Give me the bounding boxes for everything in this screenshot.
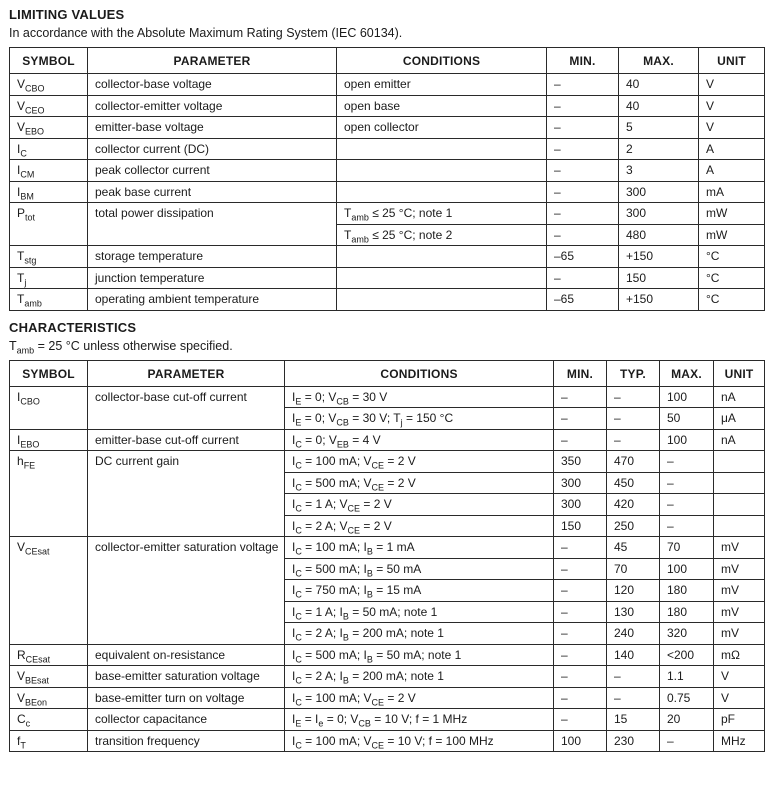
conditions-cell: $I_C = 750$ mA; $I_B = 15$ mA [285,580,554,602]
value-cell: 1.1 [660,666,714,688]
value-cell: 70 [660,537,714,559]
table-row [10,386,765,408]
column-header: PARAMETER [88,48,337,74]
conditions-cell [337,246,547,268]
parameter-cell: collector-emitter saturation voltage [88,537,285,645]
value-cell: 300 [619,181,699,203]
conditions-cell: $I_C = 0$; $V_{EB} = 4$ V [285,429,554,451]
limiting-values-heading: LIMITING VALUES [9,7,125,22]
value-cell: – [547,160,619,182]
value-cell: mV [714,537,765,559]
characteristics-subtitle: $T_{amb} = 25$ °C unless otherwise specified. [9,338,233,355]
value-cell [714,515,765,537]
value-cell: 240 [607,623,660,645]
value-cell [714,494,765,516]
value-cell: – [547,224,619,246]
value-cell: 350 [554,451,607,473]
conditions-cell [337,267,547,289]
symbol-cell: $C_c$ [10,709,88,731]
conditions-cell: open emitter [337,74,547,96]
symbol-cell: $V_{CBO}$ [10,74,88,96]
conditions-cell: $T_{amb} \le 25$ °C; note 1 [337,203,547,225]
conditions-cell: $I_C = 500$ mA; $V_{CE} = 2$ V [285,472,554,494]
parameter-cell: peak base current [88,181,337,203]
value-cell: – [554,580,607,602]
table-row [10,246,765,268]
column-header: PARAMETER [88,360,285,386]
parameter-cell: junction temperature [88,267,337,289]
conditions-cell [337,138,547,160]
value-cell: MHz [714,730,765,752]
parameter-cell: total power dissipation [88,203,337,246]
value-cell: 320 [660,623,714,645]
symbol-cell: $I_{BM}$ [10,181,88,203]
value-cell: 70 [607,558,660,580]
value-cell: 3 [619,160,699,182]
table-row [10,95,765,117]
value-cell: 100 [660,386,714,408]
characteristics-heading: CHARACTERISTICS [9,319,137,335]
symbol-cell: $R_{CEsat}$ [10,644,88,666]
value-cell: A [699,160,765,182]
value-cell [714,451,765,473]
parameter-cell: collector-base voltage [88,74,337,96]
value-cell: 120 [607,580,660,602]
value-cell: – [547,138,619,160]
value-cell: 230 [607,730,660,752]
value-cell: 140 [607,644,660,666]
parameter-cell: base-emitter saturation voltage [88,666,285,688]
conditions-cell: $I_E = 0$; $V_{CB} = 30$ V [285,386,554,408]
value-cell: V [714,687,765,709]
value-cell: 45 [607,537,660,559]
value-cell: 50 [660,408,714,430]
value-cell: – [660,451,714,473]
column-header: MIN. [554,360,607,386]
header-row [10,48,765,74]
conditions-cell: $I_C = 100$ mA; $V_{CE} = 2$ V [285,451,554,473]
value-cell: – [547,267,619,289]
value-cell: – [547,181,619,203]
value-cell: V [699,74,765,96]
value-cell: – [554,601,607,623]
value-cell: 5 [619,117,699,139]
value-cell: – [554,623,607,645]
table-row [10,289,765,311]
parameter-cell: collector-base cut-off current [88,386,285,429]
column-header: SYMBOL [10,360,88,386]
characteristics-section [9,320,768,753]
conditions-cell: $I_C = 2$ A; $I_B = 200$ mA; note 1 [285,666,554,688]
value-cell: – [554,386,607,408]
table-row [10,709,765,731]
value-cell: – [554,558,607,580]
value-cell: 300 [619,203,699,225]
value-cell: V [699,117,765,139]
symbol-cell: $I_{EBO}$ [10,429,88,451]
conditions-cell [337,160,547,182]
symbol-cell: $T_{stg}$ [10,246,88,268]
limiting-values-subtitle: In accordance with the Absolute Maximum Rating System (IEC 60134). [9,26,403,40]
parameter-cell: storage temperature [88,246,337,268]
symbol-cell: $T_j$ [10,267,88,289]
value-cell: nA [714,386,765,408]
value-cell: °C [699,289,765,311]
value-cell: V [699,95,765,117]
value-cell: nA [714,429,765,451]
parameter-cell: base-emitter turn on voltage [88,687,285,709]
limiting-values-table-body [10,74,765,311]
symbol-cell: $V_{BEsat}$ [10,666,88,688]
value-cell: 130 [607,601,660,623]
table-row [10,730,765,752]
conditions-cell [337,289,547,311]
value-cell: °C [699,267,765,289]
conditions-cell: $I_C = 100$ mA; $V_{CE} = 2$ V [285,687,554,709]
parameter-cell: collector-emitter voltage [88,95,337,117]
value-cell: – [660,730,714,752]
parameter-cell: collector capacitance [88,709,285,731]
conditions-cell: $I_C = 1$ A; $I_B = 50$ mA; note 1 [285,601,554,623]
table-row [10,267,765,289]
characteristics-table-header [10,360,765,386]
parameter-cell: transition frequency [88,730,285,752]
table-row [10,203,765,225]
value-cell: – [554,687,607,709]
value-cell: – [547,203,619,225]
value-cell: 2 [619,138,699,160]
value-cell: – [554,709,607,731]
value-cell: 100 [660,558,714,580]
value-cell: – [554,666,607,688]
value-cell: 480 [619,224,699,246]
parameter-cell: DC current gain [88,451,285,537]
parameter-cell: equivalent on-resistance [88,644,285,666]
value-cell: – [547,95,619,117]
value-cell: – [660,494,714,516]
conditions-cell: $I_C = 500$ mA; $I_B = 50$ mA [285,558,554,580]
column-header: UNIT [714,360,765,386]
table-row [10,451,765,473]
conditions-cell: $I_C = 100$ mA; $I_B = 1$ mA [285,537,554,559]
conditions-cell: $I_E = 0$; $V_{CB} = 30$ V; $T_j = 150$ °C [285,408,554,430]
value-cell: +150 [619,246,699,268]
symbol-cell: $P_{tot}$ [10,203,88,246]
conditions-cell: $T_{amb} \le 25$ °C; note 2 [337,224,547,246]
value-cell: 40 [619,95,699,117]
value-cell: 0.75 [660,687,714,709]
limiting-values-table-header [10,48,765,74]
column-header: CONDITIONS [337,48,547,74]
table-row [10,644,765,666]
value-cell: μA [714,408,765,430]
conditions-cell: $I_C = 2$ A; $V_{CE} = 2$ V [285,515,554,537]
table-row [10,74,765,96]
value-cell: 100 [554,730,607,752]
value-cell: – [607,408,660,430]
conditions-cell: $I_C = 1$ A; $V_{CE} = 2$ V [285,494,554,516]
conditions-cell: $I_E = I_e = 0$; $V_{CB} = 10$ V; f = 1 MHz [285,709,554,731]
parameter-cell: collector current (DC) [88,138,337,160]
table-row [10,687,765,709]
table-row [10,666,765,688]
value-cell: – [554,537,607,559]
value-cell: mV [714,601,765,623]
value-cell: 470 [607,451,660,473]
value-cell: 180 [660,601,714,623]
column-header: MIN. [547,48,619,74]
header-row [10,360,765,386]
characteristics-table [9,360,765,753]
conditions-cell: $I_C = 2$ A; $I_B = 200$ mA; note 1 [285,623,554,645]
value-cell: – [554,429,607,451]
value-cell: 250 [607,515,660,537]
value-cell: 180 [660,580,714,602]
value-cell: 40 [619,74,699,96]
column-header: TYP. [607,360,660,386]
table-row [10,138,765,160]
value-cell: <200 [660,644,714,666]
table-row [10,429,765,451]
table-row [10,181,765,203]
symbol-cell: $V_{BEon}$ [10,687,88,709]
symbol-cell: $V_{EBO}$ [10,117,88,139]
value-cell: – [547,74,619,96]
value-cell: mV [714,623,765,645]
conditions-cell: open collector [337,117,547,139]
symbol-cell: $h_{FE}$ [10,451,88,537]
value-cell: mΩ [714,644,765,666]
conditions-cell: open base [337,95,547,117]
column-header: MAX. [660,360,714,386]
limiting-values-section [9,7,768,311]
value-cell: 450 [607,472,660,494]
column-header: CONDITIONS [285,360,554,386]
value-cell: 150 [554,515,607,537]
value-cell: mV [714,558,765,580]
column-header: MAX. [619,48,699,74]
value-cell: 15 [607,709,660,731]
value-cell: 100 [660,429,714,451]
conditions-cell [337,181,547,203]
value-cell: 20 [660,709,714,731]
value-cell: – [607,666,660,688]
symbol-cell: $I_C$ [10,138,88,160]
column-header: UNIT [699,48,765,74]
parameter-cell: peak collector current [88,160,337,182]
value-cell: mW [699,203,765,225]
symbol-cell: $T_{amb}$ [10,289,88,311]
symbol-cell: $V_{CEsat}$ [10,537,88,645]
value-cell: – [660,515,714,537]
value-cell: –65 [547,246,619,268]
table-row [10,537,765,559]
value-cell: – [554,644,607,666]
symbol-cell: $I_{CM}$ [10,160,88,182]
table-row [10,117,765,139]
value-cell: – [554,408,607,430]
value-cell: 300 [554,494,607,516]
limiting-values-table [9,47,765,311]
value-cell: – [547,117,619,139]
value-cell: +150 [619,289,699,311]
symbol-cell: $V_{CEO}$ [10,95,88,117]
value-cell: 150 [619,267,699,289]
value-cell [714,472,765,494]
value-cell: – [607,687,660,709]
value-cell: °C [699,246,765,268]
value-cell: V [714,666,765,688]
value-cell: mA [699,181,765,203]
value-cell: pF [714,709,765,731]
conditions-cell: $I_C = 500$ mA; $I_B = 50$ mA; note 1 [285,644,554,666]
column-header: SYMBOL [10,48,88,74]
value-cell: – [660,472,714,494]
value-cell: 420 [607,494,660,516]
value-cell: mW [699,224,765,246]
symbol-cell: $f_T$ [10,730,88,752]
parameter-cell: emitter-base voltage [88,117,337,139]
value-cell: 300 [554,472,607,494]
parameter-cell: emitter-base cut-off current [88,429,285,451]
conditions-cell: $I_C = 100$ mA; $V_{CE} = 10$ V; f = 100 MHz [285,730,554,752]
characteristics-table-body [10,386,765,752]
symbol-cell: $I_{CBO}$ [10,386,88,429]
value-cell: – [607,386,660,408]
parameter-cell: operating ambient temperature [88,289,337,311]
value-cell: A [699,138,765,160]
table-row [10,160,765,182]
value-cell: mV [714,580,765,602]
value-cell: – [607,429,660,451]
value-cell: –65 [547,289,619,311]
